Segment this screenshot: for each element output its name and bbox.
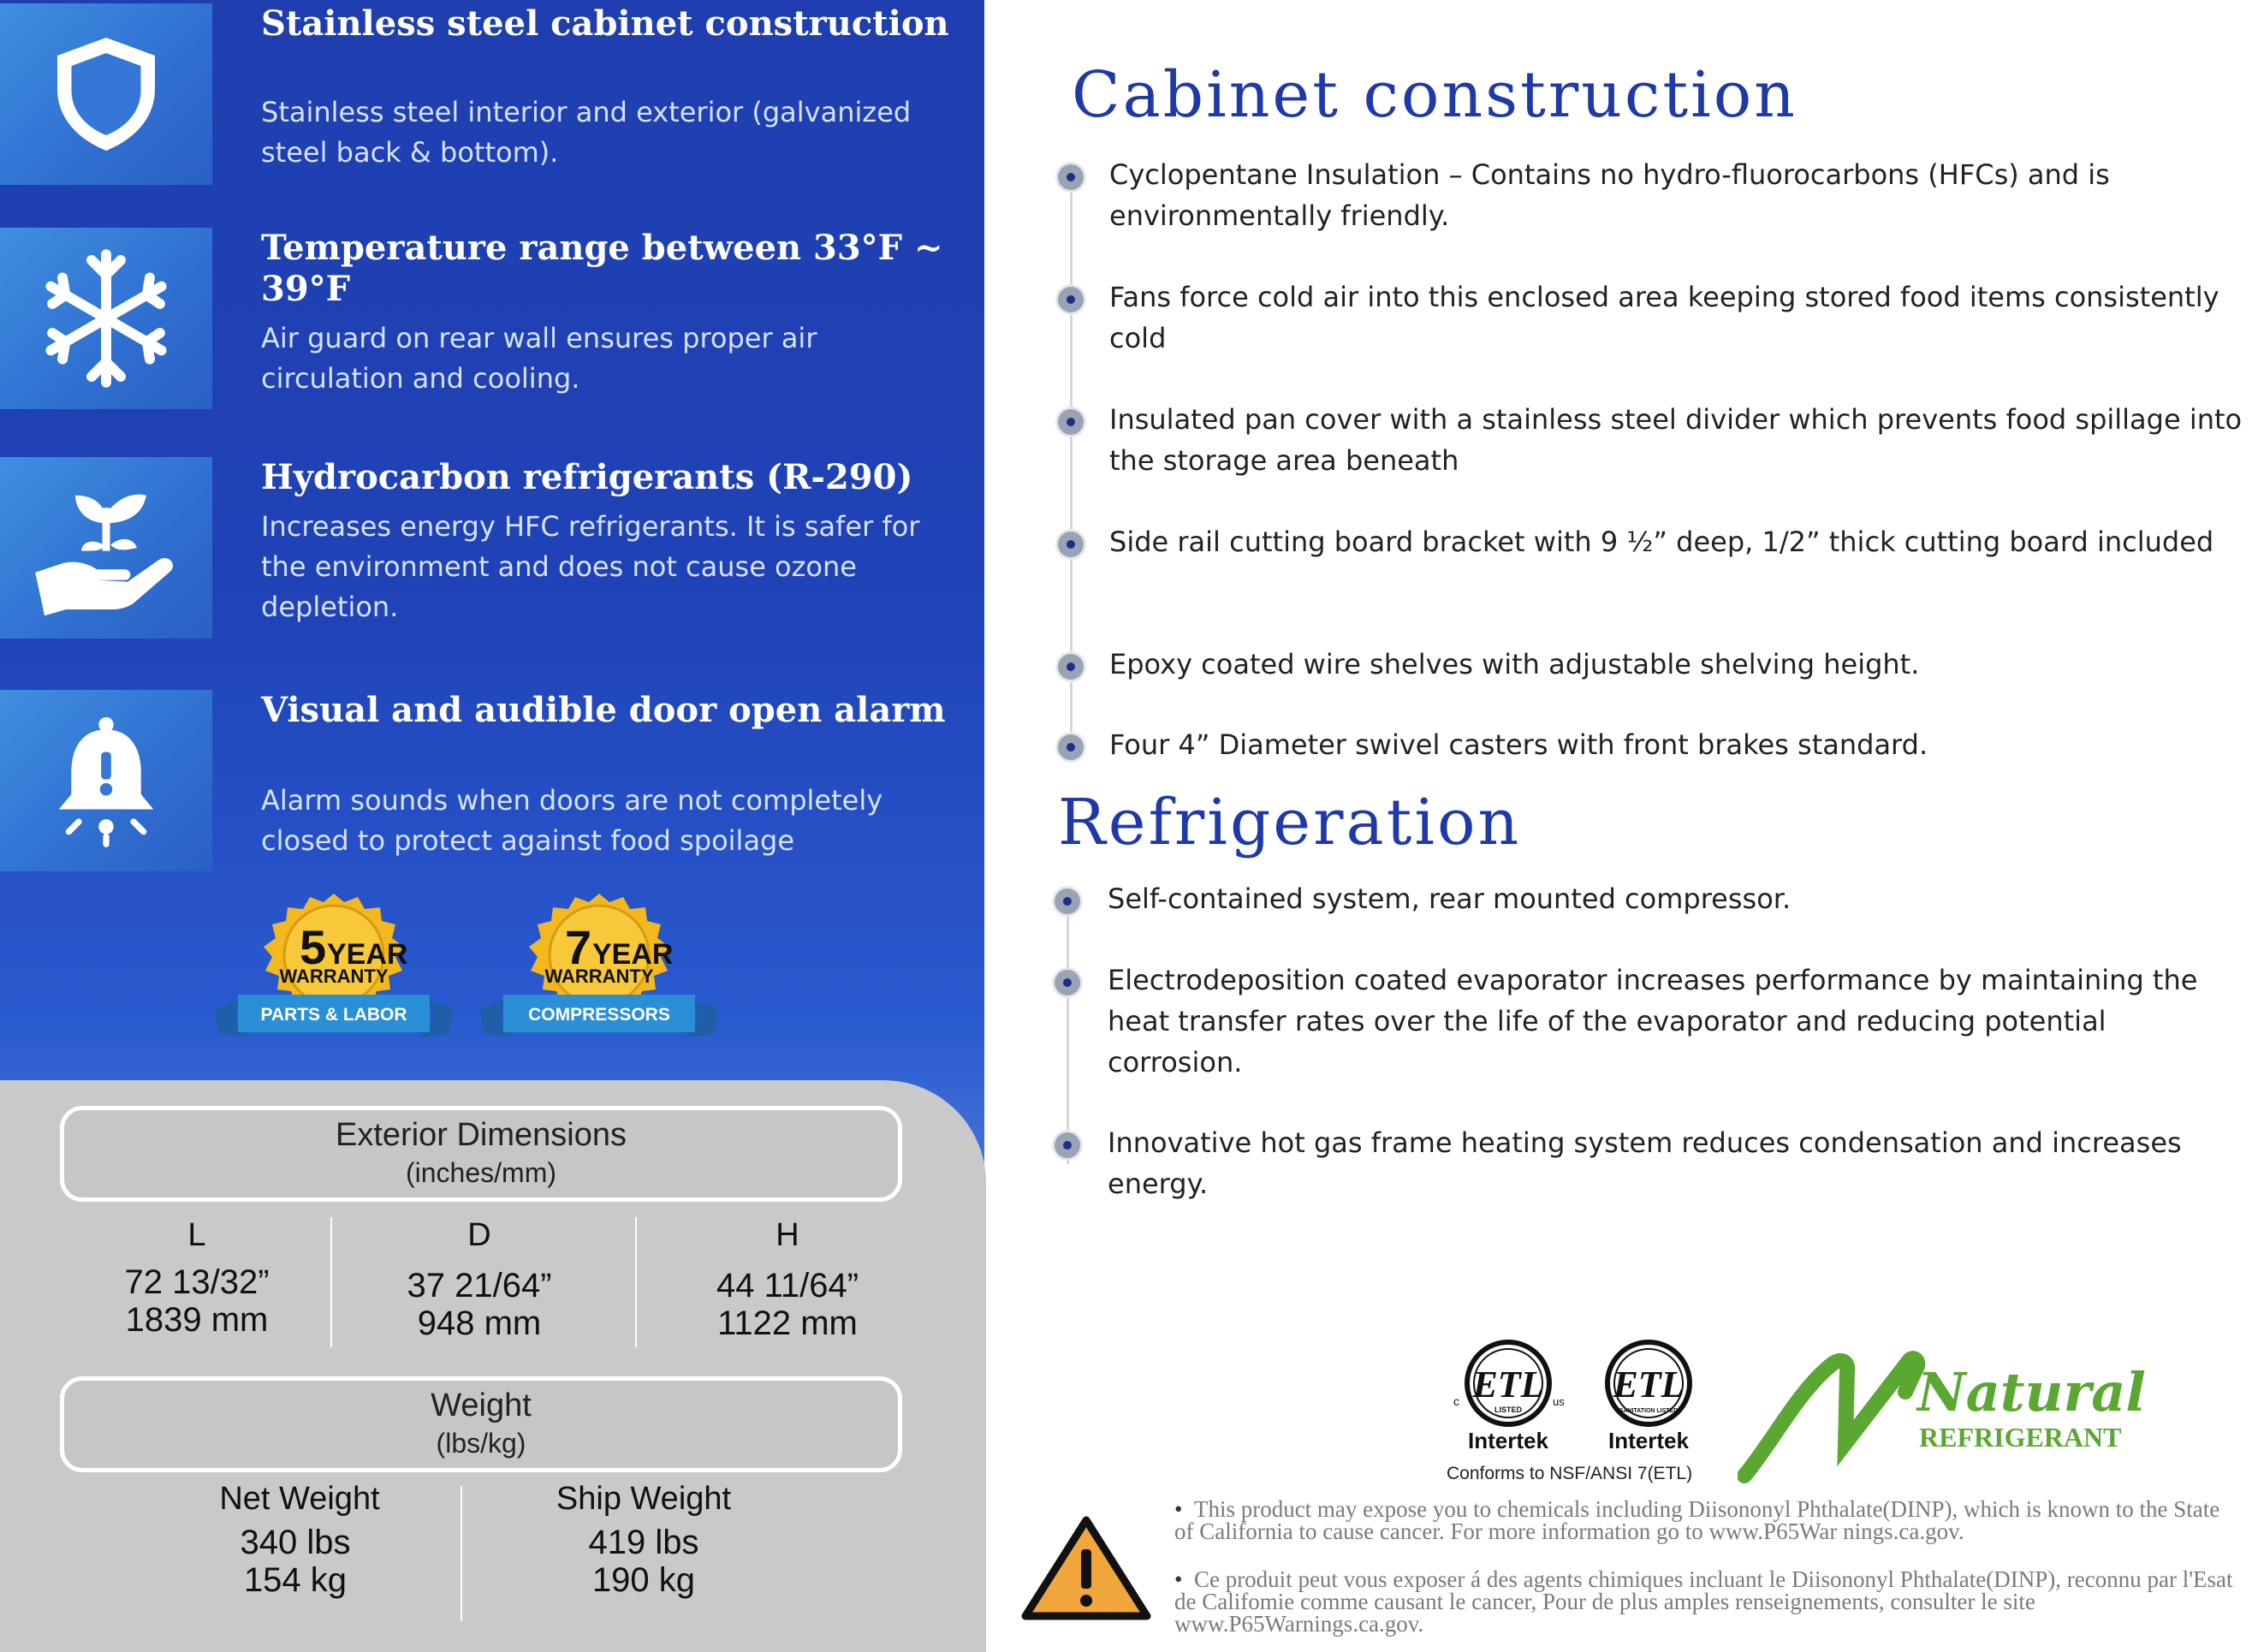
warning-english (1174, 1498, 2244, 1542)
feature-title: Stainless steel cabinet construction (261, 3, 949, 44)
cabinet-item-text: Cyclopentane Insulation – Contains no hydro-fluorocarbons (HFCs) and is environmentally friendly. (1109, 158, 2110, 232)
warning-triangle-icon (1020, 1515, 1152, 1621)
shield-icon (0, 3, 212, 185)
badge-line2: WARRANTY (279, 966, 389, 987)
weight-subtitle: (lbs/kg) (436, 1428, 526, 1459)
bullet-mark: • (1174, 1496, 1194, 1522)
dimension-mm: 1122 mm (717, 1304, 858, 1342)
plant-hand-icon (0, 457, 212, 639)
feature-description: Stainless steel interior and exterior (galvanized steel back & bottom). (261, 96, 912, 169)
etl-mark: ETL (1472, 1364, 1544, 1405)
cabinet-item-text: Fans force cold air into this enclosed area keeping stored food items consistently cold (1109, 281, 2219, 354)
net-weight (128, 1479, 471, 1599)
etl-sub: LISTED (1494, 1405, 1523, 1414)
refrigeration-item-text: Self-contained system, rear mounted compressor. (1108, 882, 1792, 915)
natural-word: Natural (1917, 1361, 2146, 1423)
dimension-inches: 72 13/32” (124, 1263, 270, 1301)
refrigeration-heading: Refrigeration (1058, 786, 1522, 859)
bullet-dot (1055, 1132, 1080, 1158)
dimension-label: L (187, 1217, 206, 1253)
etl-sanitation-logo (1587, 1337, 1715, 1457)
etl-mark: ETL (1613, 1364, 1685, 1405)
cabinet-item-text: Side rail cutting board bracket with 9 ½” deep, 1/2” thick cutting board included (1109, 526, 2214, 558)
dimensions-title: Exterior Dimensions (336, 1117, 627, 1153)
divider (635, 1217, 637, 1347)
warranty-badge-5-year (214, 890, 437, 1061)
specs-card (0, 1080, 986, 1652)
feature-description: Alarm sounds when doors are not completely closed to protect against food spoilage (261, 784, 883, 857)
warning-text: Ce produit peut vous exposer á des agents chimiques incluant le Diisononyl Phthalate(DINP), reconnu par l'Esat de Califomie comme causant le cancer, Pour de plus amples renseignements, consulter le site www.P65Warnings.ca.gov. (1174, 1566, 2233, 1637)
snowflake-icon (0, 228, 212, 409)
divider (461, 1486, 462, 1621)
weight-title: Weight (431, 1388, 532, 1423)
feature-title: Visual and audible door open alarm (261, 690, 946, 730)
bullet-dot (1058, 654, 1084, 680)
bullet-dot (1055, 888, 1080, 914)
feature-description: Increases energy HFC refrigerants. It is safer for the environment and does not cause ozone depletion. (261, 510, 920, 623)
weight-lbs: 340 lbs (240, 1524, 351, 1561)
warning-text: This product may expose you to chemicals including Diisononyl Phthalate(DINP), which is known to the State of California to cause cancer. For more information go to www.P65War nings.ca.gov. (1174, 1496, 2220, 1544)
feature-description: Air guard on rear wall ensures proper air circulation and cooling. (261, 322, 817, 395)
warranty-badge-7-year (479, 890, 702, 1061)
cabinet-heading: Cabinet construction (1072, 58, 1797, 132)
cabinet-item-text: Four 4” Diameter swivel casters with front brakes standard. (1109, 728, 1928, 761)
badge-word: YEAR (327, 938, 408, 971)
dimensions-header (60, 1106, 902, 1202)
etl-c: c (1453, 1394, 1459, 1408)
bullet-dot (1058, 287, 1084, 312)
weight-lbs: 419 lbs (588, 1524, 699, 1561)
cabinet-item-text: Epoxy coated wire shelves with adjustable shelving height. (1109, 648, 1920, 680)
badge-ribbon: PARTS & LABOR (260, 1005, 407, 1025)
feature-title: Hydrocarbon refrigerants (R-290) (261, 457, 913, 497)
refrigeration-item-text: Electrodeposition coated evaporator increases performance by maintaining the heat transfer rates over the life of the evaporator and reducing potential corrosion. (1108, 964, 2198, 1079)
natural-refrigerant-logo (1738, 1340, 2166, 1486)
ship-weight (472, 1479, 815, 1599)
weight-label: Ship Weight (556, 1481, 732, 1517)
weight-label: Net Weight (219, 1481, 380, 1517)
bell-alarm-icon (0, 690, 212, 871)
natural-sub: REFRIGERANT (1919, 1422, 2122, 1453)
etl-listed-logo (1447, 1337, 1575, 1457)
dimension-depth (351, 1215, 608, 1342)
dimensions-subtitle: (inches/mm) (405, 1157, 556, 1188)
cabinet-item-text: Insulated pan cover with a stainless steel divider which prevents food spillage into the storage area beneath (1109, 403, 2243, 477)
badge-number: 7 (565, 920, 592, 974)
etl-us: us (1553, 1395, 1565, 1408)
bullet-dot (1058, 409, 1084, 435)
bullet-mark: • (1174, 1566, 1194, 1592)
refrigeration-timeline (1067, 907, 1069, 1164)
dimension-mm: 1839 mm (125, 1301, 269, 1339)
bullet-dot (1055, 970, 1080, 995)
dimension-length (68, 1215, 325, 1339)
dimension-inches: 37 21/64” (407, 1267, 552, 1304)
badge-ribbon: COMPRESSORS (528, 1005, 670, 1025)
weight-kg: 190 kg (591, 1561, 696, 1599)
badge-number: 5 (300, 920, 327, 974)
etl-caption: Conforms to NSF/ANSI 7(ETL) (1447, 1464, 1693, 1483)
feature-title: Temperature range between 33°F ~ 39°F (261, 228, 943, 309)
dimension-height (659, 1215, 916, 1342)
weight-header (60, 1376, 902, 1472)
dimension-label: H (775, 1217, 799, 1253)
dimension-inches: 44 11/64” (716, 1267, 859, 1304)
dimension-mm: 948 mm (417, 1304, 542, 1342)
warning-french (1174, 1568, 2244, 1635)
bullet-dot (1058, 164, 1084, 190)
refrigeration-item-text: Innovative hot gas frame heating system reduces condensation and increases energy. (1108, 1126, 2182, 1200)
etl-maker: Intertek (1608, 1428, 1689, 1453)
etl-maker: Intertek (1468, 1428, 1548, 1453)
dimension-label: D (467, 1217, 491, 1253)
weight-kg: 154 kg (243, 1561, 348, 1599)
badge-word: YEAR (592, 938, 674, 971)
bullet-dot (1058, 532, 1084, 557)
bullet-dot (1058, 734, 1084, 760)
badge-line2: WARRANTY (544, 966, 654, 987)
divider (330, 1217, 332, 1347)
etl-sub: SANITATION LISTED (1619, 1408, 1679, 1414)
